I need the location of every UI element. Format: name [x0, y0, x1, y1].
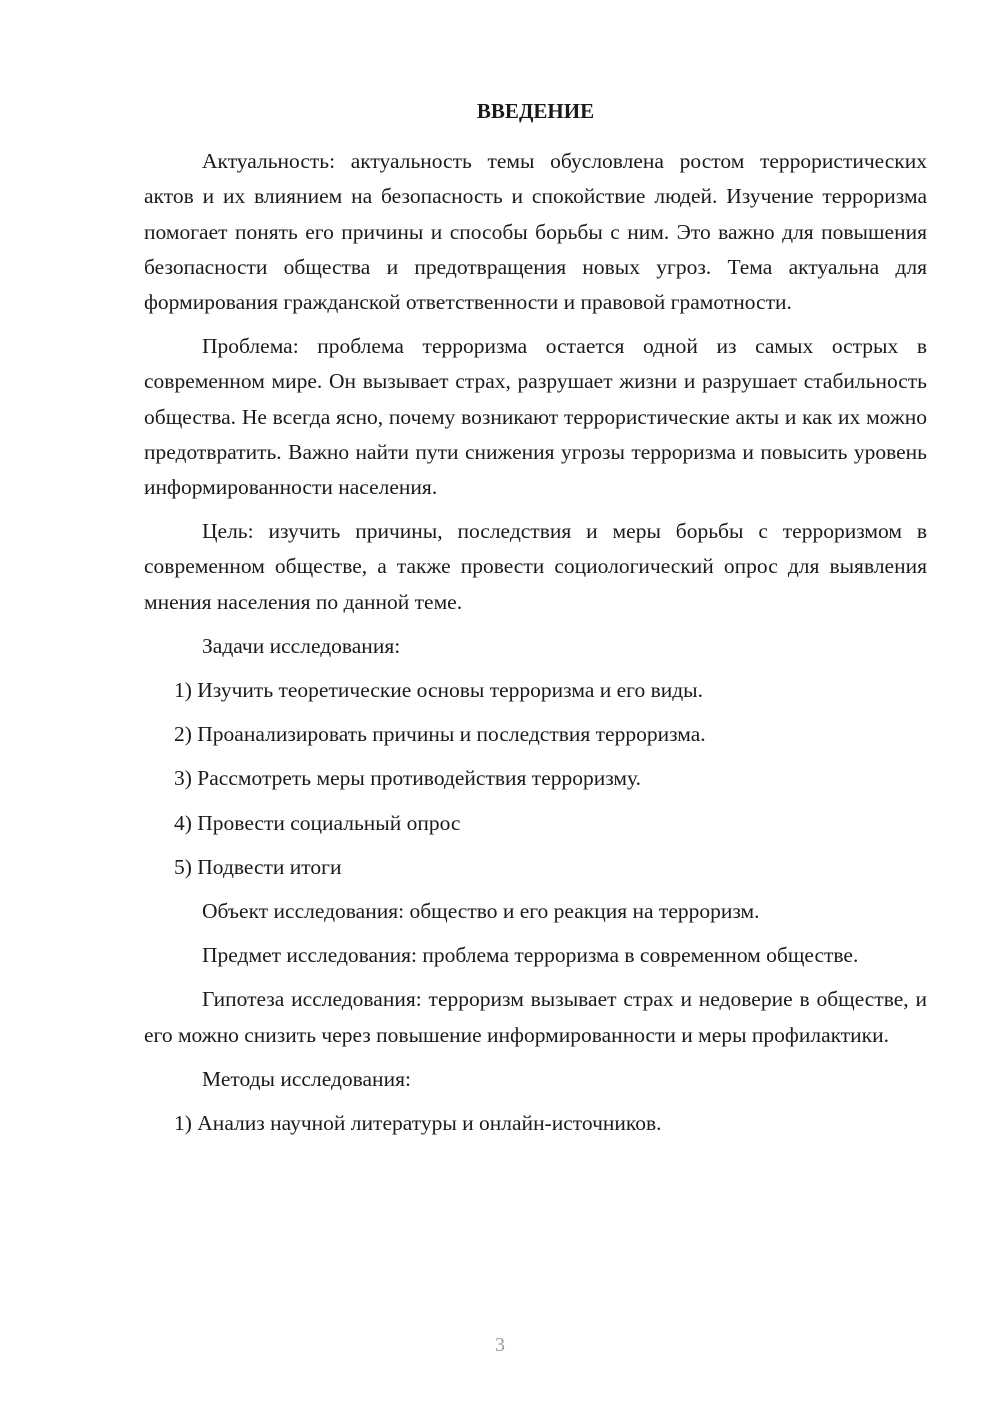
- relevance-paragraph: Актуальность: актуальность темы обусловлена ростом террористических актов и их влиянием на безопасность и спокойствие людей. Изучение терроризма помогает понять его причины и способы борьбы с ним. Это важно для повышения безопасности общества и предотвращения новых угроз. Тема актуальна для формирования гражданской ответственности и правовой грамотности.: [144, 149, 927, 315]
- task-item-2: 2) Проанализировать причины и последствия терроризма.: [174, 722, 706, 747]
- document-title: ВВЕДЕНИЕ: [476, 99, 595, 123]
- object-paragraph: Объект исследования: общество и его реакция на терроризм.: [202, 899, 760, 924]
- methods-heading: Методы исследования:: [202, 1066, 411, 1091]
- problem-paragraph: Проблема: проблема терроризма остается одной из самых острых в современном мире. Он вызывает страх, разрушает жизни и разрушает стабильность общества. Не всегда ясно, почему возникают террористические акты и как их можно предотвратить. Важно найти пути снижения угрозы терроризма и повысить уровень информированности населения.: [144, 334, 927, 500]
- tasks-heading: Задачи исследования:: [202, 633, 401, 658]
- page-number: 3: [495, 1334, 505, 1356]
- subject-paragraph: Предмет исследования: проблема терроризма в современном обществе.: [202, 943, 859, 968]
- task-item-1: 1) Изучить теоретические основы терроризма и его виды.: [174, 678, 703, 703]
- hypothesis-paragraph: Гипотеза исследования: терроризм вызывает страх и недоверие в обществе, и его можно снизить через повышение информированности и меры профилактики.: [144, 987, 927, 1047]
- task-item-3: 3) Рассмотреть меры противодействия терроризму.: [174, 766, 642, 791]
- task-item-5: 5) Подвести итоги: [174, 854, 342, 879]
- task-item-4: 4) Провести социальный опрос: [174, 810, 461, 835]
- document-page: [144, 94, 927, 1150]
- method-item-1: 1) Анализ научной литературы и онлайн-источников.: [174, 1111, 662, 1136]
- goal-paragraph: Цель: изучить причины, последствия и меры борьбы с терроризмом в современном обществе, а также провести социологический опрос для выявления мнения населения по данной теме.: [144, 519, 927, 614]
